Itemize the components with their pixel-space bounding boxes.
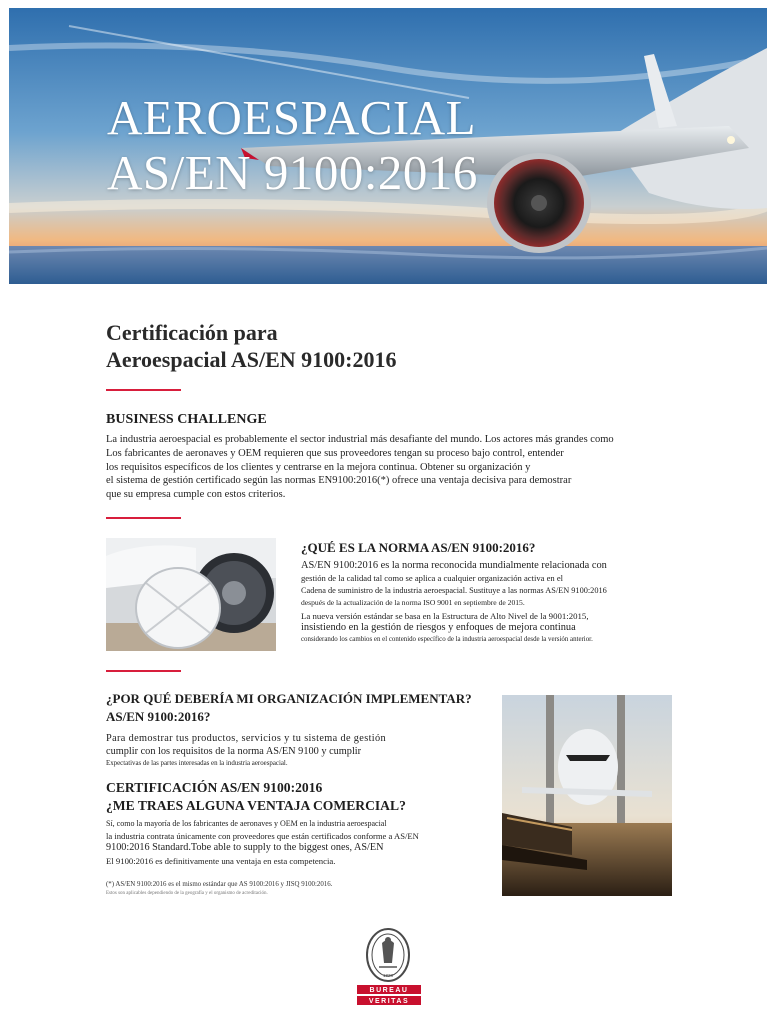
section-divider [106,517,181,519]
text-line: después de la actualización de la norma ISO 9001 en septiembre de 2015. [301,598,525,608]
por-que-heading [106,690,472,726]
text-line: La nueva versión estándar se basa en la Estructura de Alto Nivel de la 9001:2015, [301,610,589,621]
engine-photo [106,538,276,651]
text-line: gestión de la calidad tal como se aplica a cualquier organización activa en el [301,573,564,584]
text-line: insistiendo en la gestión de riesgos y enfoques de mejora continua [301,622,576,634]
que-es-text [301,560,607,647]
text-line: Expectativas de las partes interesadas en la industria aeroespacial. [106,759,288,767]
hero-title [107,90,478,200]
certificacion-heading-line2: ¿ME TRAES ALGUNA VENTAJA COMERCIAL? [106,798,406,813]
footnote [106,880,332,897]
text-line: Sí, como la mayoría de los fabricantes de aeronaves y OEM en la industria aeroespacial [106,819,387,828]
text-line: La industria aeroespacial es probablemente el sector industrial más desafiante del mundo. Los actores más grandes como [106,434,614,445]
certificacion-heading-line1: CERTIFICACIÓN AS/EN 9100:2016 [106,780,323,795]
bureau-veritas-logo [357,927,421,1007]
text-line: El 9100:2016 es definitivamente una ventaja en esta competencia. [106,855,336,866]
footnote-line2: Estos son aplicables dependiendo de la geografía y el organismo de acreditación. [106,891,268,896]
text-line: los requisitos específicos de los clientes y centrarse en la mejora continua. Obtener su organización y [106,461,531,473]
section-divider [106,389,181,391]
logo-year: 1828 [382,973,394,978]
certificacion-text [106,818,419,867]
certificacion-heading [106,779,406,815]
text-line: el sistema de gestión certificado según las normas EN9100:2016(*) ofrece una ventaja decisiva para demostrar [106,475,572,487]
text-line: que su empresa cumple con estos criterios. [106,489,286,501]
business-challenge-text [106,433,614,502]
text-line: Cadena de suministro de la industria aeroespacial. Sustituye a las normas AS/EN 9100:2016 [301,585,607,595]
footnote-line1: (*) AS/EN 9100:2016 es el mismo estándar que AS 9100:2016 y JISQ 9100:2016. [106,881,333,888]
page-title-line1: Certificación para [106,320,278,345]
hero-title-line2: AS/EN 9100:2016 [107,145,478,200]
por-que-text [106,732,386,768]
hero-title-line1: AEROESPACIAL [107,90,477,145]
logo-word-veritas: VERITAS [368,998,410,1005]
page-title [106,319,396,373]
text-line: Los fabricantes de aeronaves y OEM requieren que sus proveedores tengan su proceso bajo control, entender [106,447,564,459]
business-challenge-heading: BUSINESS CHALLENGE [106,412,267,427]
text-line: AS/EN 9100:2016 es la norma reconocida mundialmente relacionada con [301,560,607,571]
text-line: cumplir con los requisitos de la norma AS/EN 9100 y cumplir [106,746,362,758]
que-es-heading: ¿QUÉ ES LA NORMA AS/EN 9100:2016? [301,540,536,555]
bureau-veritas-seal-icon [357,927,421,1007]
text-line: considerando los cambios en el contenido específico de la industria aeroespacial desde la versión anterior. [301,636,593,644]
airport-photo [502,695,672,896]
text-line: 9100:2016 Standard.Tobe able to supply to the biggest ones, AS/EN [106,842,384,854]
por-que-heading-line2: AS/EN 9100:2016? [106,709,211,724]
hero-banner [9,8,767,284]
logo-word-bureau: BUREAU [369,987,409,994]
por-que-heading-line1: ¿POR QUÉ DEBERÍA MI ORGANIZACIÓN IMPLEMENTAR? [106,691,472,706]
section-divider [106,670,181,672]
text-line: la industria contrata únicamente con proveedores que están certificados conforme a AS/EN [106,831,419,842]
text-line: Para demostrar tus productos, servicios y tu sistema de gestión [106,733,386,744]
page-title-line2: Aeroespacial AS/EN 9100:2016 [106,347,397,372]
